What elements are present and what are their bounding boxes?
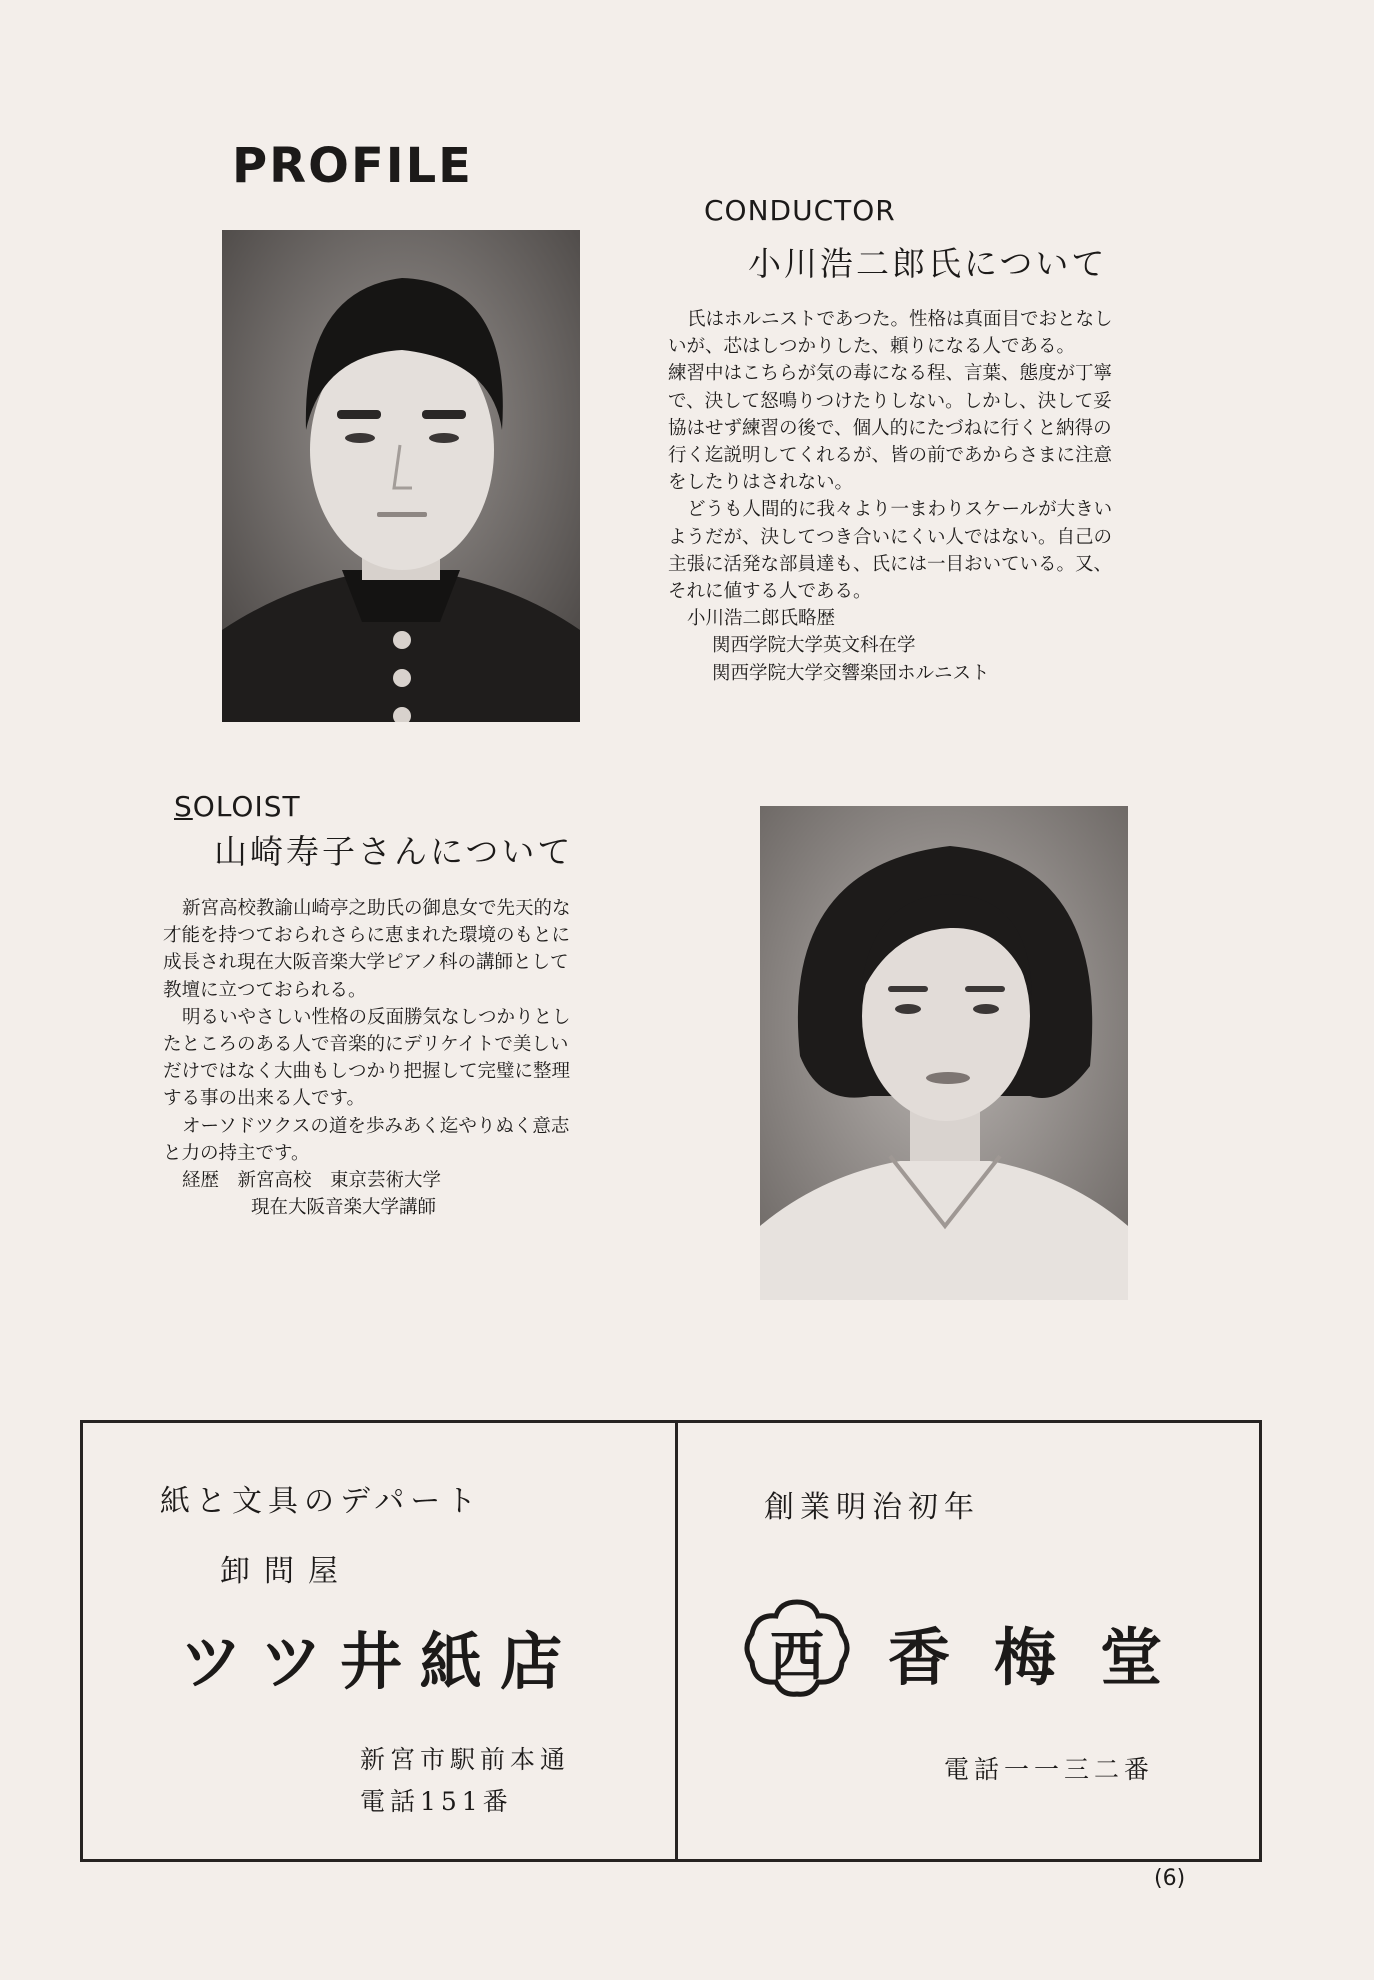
soloist-bio-line: 成長され現在大阪音楽大学ピアノ科の講師として [163,952,569,974]
ad-right-tagline: 創業明治初年 [764,1490,980,1525]
conductor-bio-line: で、決して怒鳴りつけたりしない。しかし、決して妥 [668,390,1112,412]
soloist-bio-line: だけではなく大曲もしつかり把握して完璧に整理 [163,1061,571,1083]
ad-right-logo [742,1596,852,1700]
conductor-bio [668,306,1113,687]
soloist-role-initial: S [174,790,193,823]
conductor-bio-line: 行く迄説明してくれるが、皆の前であからさまに注意 [668,445,1113,467]
soloist-bio-line: と力の持主です。 [163,1142,310,1164]
soloist-bio-line: オーソドツクスの道を歩みあく迄やりぬく意志 [182,1115,570,1137]
conductor-photo [222,230,580,722]
conductor-role-label: CONDUCTOR [704,194,896,227]
soloist-bio-line: 才能を持つておられさらに恵まれた環境のもとに [163,925,571,947]
conductor-name-heading: 小川浩二郎氏について [748,244,1108,283]
soloist-bio-line: たところのある人で音楽的にデリケイトで美しい [163,1034,569,1056]
soloist-role-rest: OLOIST [192,790,301,823]
conductor-bio-line: ようだが、決してつき合いにくい人ではない。自己の [668,526,1113,548]
ad-right-shop-name: 香梅堂 [888,1621,1207,1694]
ad-left-shop-name: ツツ井紙店 [180,1625,581,1698]
soloist-bio-line: 明るいやさしい性格の反面勝気なしつかりとし [182,1006,571,1028]
advertisement-divider [675,1420,678,1862]
conductor-career-item: 関西学院大学交響楽団ホルニスト [712,662,990,684]
soloist-bio [163,895,571,1221]
conductor-bio-line: 協はせず練習の後で、個人的にたづねに行くと納得の [668,417,1112,439]
soloist-career-line: 経歴 新宮高校 東京芸術大学 [182,1170,442,1192]
soloist-bio-line: 新宮高校教諭山崎亭之助氏の御息女で先天的な [182,898,571,919]
conductor-career-item: 関西学院大学英文科在学 [712,635,916,657]
conductor-bio-line: どうも人間的に我々より一まわりスケールが大きい [687,499,1113,521]
ad-right-phone: 電話一一三二番 [944,1755,1155,1784]
conductor-bio-line: 氏はホルニストであつた。性格は真面目でおとなし [687,309,1113,330]
ad-left-address: 新宮市駅前本通 [360,1745,571,1774]
soloist-bio-line: する事の出来る人です。 [163,1088,366,1110]
ad-left-phone: 電話151番 [360,1787,513,1816]
profile-heading: PROFILE [232,138,473,194]
ad-right-logo-char: 西 [770,1624,824,1688]
soloist-role-label [174,790,301,823]
conductor-bio-line: いが、芯はしつかりした、頼りになる人である。 [668,336,1076,358]
soloist-bio-line: 教壇に立つておられる。 [163,979,367,1001]
soloist-name-heading: 山崎寿子さんについて [214,832,574,871]
conductor-bio-line: をしたりはされない。 [668,472,854,494]
conductor-bio-line: 主張に活発な部員達も、氏には一目おいている。又、 [668,553,1113,575]
conductor-career-title: 小川浩二郎氏略歴 [687,608,836,630]
conductor-bio-line: 練習中はこちらが気の毒になる程、言葉、態度が丁寧 [668,363,1113,385]
ad-left-type: 卸問屋 [220,1554,352,1589]
ad-left-tagline: 紙と文具のデパート [160,1484,483,1519]
conductor-bio-line: それに値する人である。 [668,581,872,603]
soloist-photo [760,806,1128,1300]
soloist-career-line: 現在大阪音楽大学講師 [251,1197,437,1219]
page-number: (6) [1154,1866,1186,1891]
